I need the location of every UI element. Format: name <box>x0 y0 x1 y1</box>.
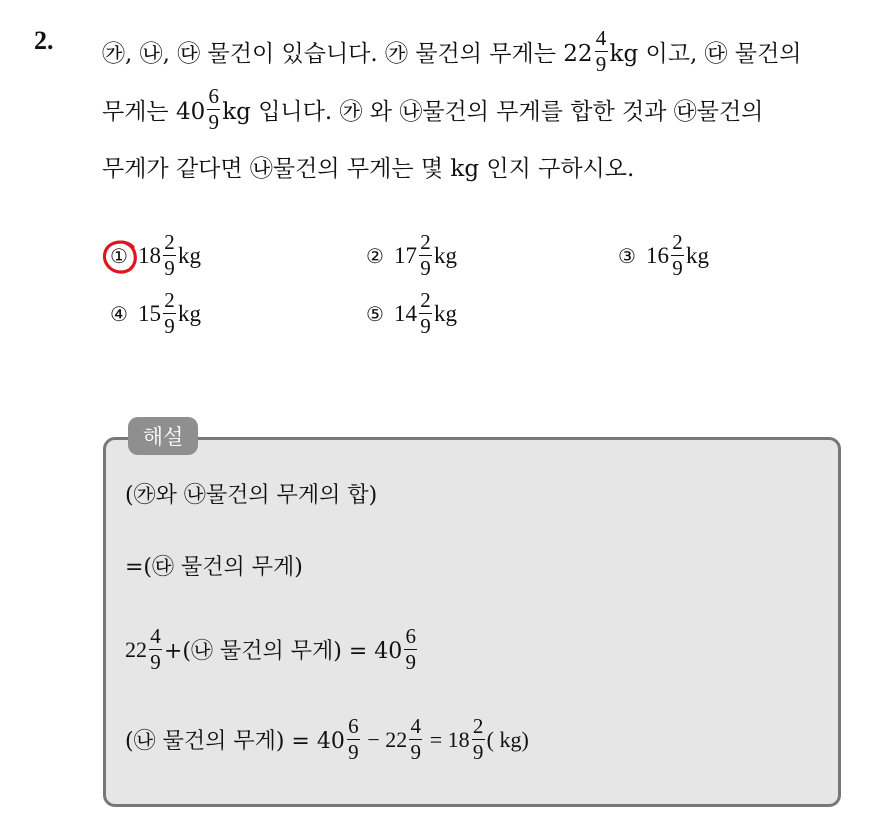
unit-label: ( kg) <box>486 726 529 752</box>
fraction <box>163 232 176 279</box>
choice-number: ② <box>366 243 384 268</box>
question-text: kg 이고, ㉰ 물건의 <box>609 41 802 67</box>
numerator: 2 <box>472 714 484 738</box>
choice-1[interactable] <box>110 232 201 279</box>
choice-number: ④ <box>110 301 128 326</box>
fraction <box>207 86 220 133</box>
denominator: 9 <box>164 256 175 280</box>
denominator: 9 <box>420 314 431 338</box>
question-text: 무게는 40 <box>102 99 206 125</box>
choice-number: ⑤ <box>366 301 384 326</box>
numerator: 6 <box>208 84 219 108</box>
fraction <box>149 626 162 673</box>
denominator: 9 <box>164 314 175 338</box>
choice-unit: kg <box>433 300 457 326</box>
denominator: 9 <box>208 110 219 134</box>
numerator: 6 <box>348 714 359 738</box>
solution-line-3 <box>125 626 419 673</box>
choice-unit: kg <box>177 242 201 268</box>
numerator: 2 <box>672 230 683 254</box>
question-line-3 <box>102 150 634 183</box>
question-text: kg 입니다. ㉮ 와 ㉯물건의 무게를 합한 것과 ㉰물건의 <box>222 99 764 125</box>
solution-line-1: (㉮와 ㉯물건의 무게의 합) <box>125 483 378 508</box>
question-line-1 <box>102 28 802 75</box>
numerator: 2 <box>420 288 431 312</box>
solution-line-4 <box>125 716 529 763</box>
solution-text: = 18 <box>424 726 470 752</box>
numerator: 4 <box>595 26 607 50</box>
choice-unit: kg <box>685 242 709 268</box>
choice-number: ③ <box>618 243 636 268</box>
fraction <box>671 232 684 279</box>
denominator: 9 <box>420 256 431 280</box>
denominator: 9 <box>410 740 421 764</box>
numerator: 6 <box>405 624 417 648</box>
solution-text: (㉯ 물건의 무게) = 40 <box>125 729 345 754</box>
solution-text: +(㉯ 물건의 무게) = 40 <box>164 639 403 664</box>
question-line-2 <box>102 86 763 133</box>
mixed-whole: 22 <box>125 636 147 662</box>
denominator: 9 <box>150 650 161 674</box>
choice-unit: kg <box>177 300 201 326</box>
denominator: 9 <box>472 740 484 764</box>
choice-3[interactable] <box>618 232 709 279</box>
choice-number: ① <box>110 243 128 268</box>
solution-line-2: =(㉰ 물건의 무게) <box>125 555 303 580</box>
fraction <box>419 232 432 279</box>
numerator: 2 <box>420 230 431 254</box>
choice-unit: kg <box>433 242 457 268</box>
choice-whole: 16 <box>645 242 669 268</box>
solution-tab: 해설 <box>128 417 198 455</box>
fraction <box>419 290 432 337</box>
choice-2[interactable] <box>366 232 457 279</box>
numerator: 2 <box>164 230 175 254</box>
numerator: 2 <box>164 288 175 312</box>
solution-text: − 22 <box>361 726 408 752</box>
fraction <box>163 290 176 337</box>
choice-whole: 15 <box>137 300 161 326</box>
choice-5[interactable] <box>366 290 457 337</box>
question-number: 2. <box>34 26 54 55</box>
choice-whole: 18 <box>137 242 161 268</box>
question-text: 무게가 같다면 ㉯물건의 무게는 몇 kg 인지 구하시오. <box>102 156 635 182</box>
denominator: 9 <box>348 740 359 764</box>
fraction <box>595 28 608 75</box>
denominator: 9 <box>405 650 417 674</box>
choice-whole: 14 <box>393 300 417 326</box>
question-text: ㉮, ㉯, ㉰ 물건이 있습니다. ㉮ 물건의 무게는 22 <box>102 41 593 67</box>
denominator: 9 <box>672 256 683 280</box>
denominator: 9 <box>595 52 607 76</box>
choice-whole: 17 <box>393 242 417 268</box>
numerator: 4 <box>150 624 161 648</box>
fraction <box>472 716 485 763</box>
fraction <box>409 716 422 763</box>
fraction <box>404 626 417 673</box>
numerator: 4 <box>410 714 421 738</box>
choice-4[interactable] <box>110 290 201 337</box>
fraction <box>347 716 360 763</box>
